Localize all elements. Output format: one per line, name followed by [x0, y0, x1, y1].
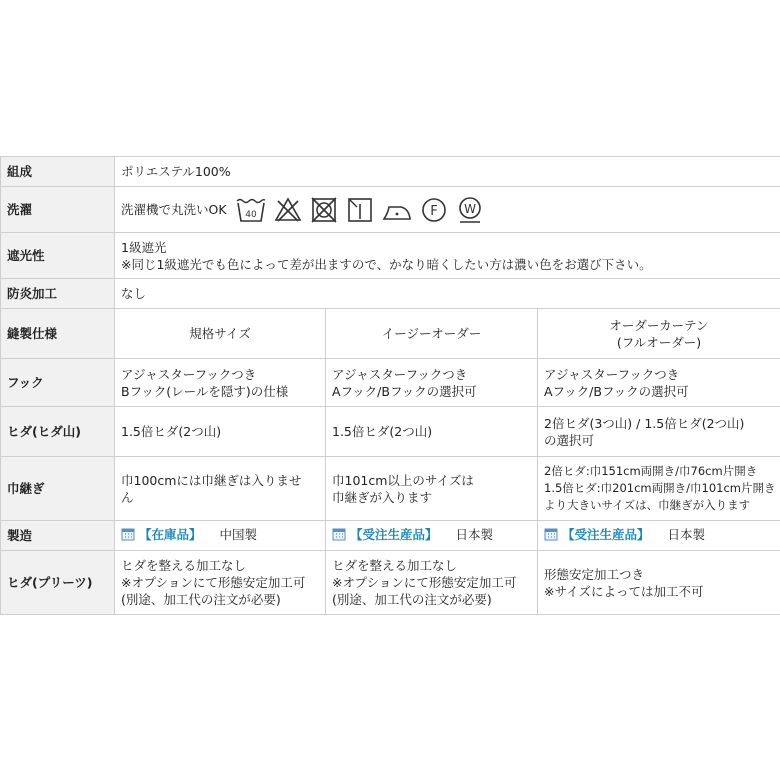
washing-text: 洗濯機で丸洗いOK — [121, 202, 227, 217]
pleats-finish-standard-line1: ヒダを整える加工なし — [121, 558, 247, 573]
care-symbols — [235, 195, 485, 225]
label-sewing: 縫製仕様 — [1, 309, 115, 359]
row-composition — [1, 157, 780, 187]
pleats-finish-easy-line3: (別途、加工代の注文が必要) — [332, 592, 492, 607]
label-washing: 洗濯 — [1, 187, 115, 233]
label-blackout: 遮光性 — [1, 233, 115, 279]
hook-standard-line2: Bフック(レールを隠す)の仕様 — [121, 383, 289, 399]
made-to-order-tag: 【受注生産品】 — [562, 526, 650, 542]
pleats-finish-full-line1: 形態安定加工つき — [544, 566, 645, 582]
line-dry-shade-icon — [345, 195, 375, 225]
seam-easy — [326, 457, 538, 521]
blackout-note: ※同じ1級遮光でも色によって差が出ますので、かなり暗くしたい方は濃い色をお選び下さい。 — [121, 256, 652, 272]
seam-standard-line1: 巾100cmには巾継ぎは入りませ — [121, 472, 302, 488]
pleat-full-line2: の選択可 — [544, 432, 595, 448]
col-full-order-line2: (フルオーダー) — [616, 334, 702, 350]
label-pleat: ヒダ(ヒダ山) — [1, 407, 115, 457]
label-composition: 組成 — [1, 157, 115, 187]
row-flame — [1, 279, 780, 309]
label-flame: 防炎加工 — [1, 279, 115, 309]
seam-full — [538, 457, 780, 521]
row-hook — [1, 359, 780, 407]
row-seam — [1, 457, 780, 521]
value-blackout — [115, 233, 780, 279]
pleats-finish-easy-line1: ヒダを整える加工なし — [332, 558, 458, 573]
row-washing — [1, 187, 780, 233]
pleats-finish-full-line2: ※サイズによっては加工不可 — [544, 583, 704, 599]
no-tumble-dry-icon — [309, 195, 339, 225]
label-hook: フック — [1, 359, 115, 407]
label-manufacture: 製造 — [1, 521, 115, 551]
hook-standard — [115, 359, 326, 407]
value-flame: なし — [115, 279, 780, 309]
calendar-icon — [332, 527, 346, 541]
blackout-grade: 1級遮光 — [121, 239, 167, 255]
pleats-finish-standard-line3: (別途、加工代の注文が必要) — [121, 592, 281, 607]
row-pleats-finish — [1, 551, 780, 615]
seam-full-line1: 2倍ヒダ:巾151cm両開き/巾76cm片開き — [544, 464, 758, 478]
row-sewing — [1, 309, 780, 359]
pleat-easy: 1.5倍ヒダ(2つ山) — [326, 407, 538, 457]
seam-full-line2: 1.5倍ヒダ:巾201cm両開き/巾101cm片開き — [544, 481, 776, 495]
hook-easy-line1: アジャスターフックつき — [332, 366, 468, 382]
hook-full-line2: Aフック/Bフックの選択可 — [544, 383, 689, 399]
manufacture-standard — [115, 521, 326, 551]
seam-standard — [115, 457, 326, 521]
svg-text:40: 40 — [244, 209, 257, 220]
iron-low-icon — [381, 195, 413, 225]
svg-text:F: F — [429, 203, 438, 219]
pleats-finish-standard — [115, 551, 326, 615]
pleat-standard: 1.5倍ヒダ(2つ山) — [115, 407, 326, 457]
hook-full — [538, 359, 780, 407]
col-easy-order: イージーオーダー — [326, 309, 538, 359]
pleats-finish-easy — [326, 551, 538, 615]
label-pleats-finish: ヒダ(プリーツ) — [1, 551, 115, 615]
wash-40-icon — [235, 195, 267, 225]
value-composition: ポリエステル100% — [115, 157, 780, 187]
no-bleach-icon — [273, 195, 303, 225]
calendar-icon — [121, 527, 135, 541]
pleat-full-line1: 2倍ヒダ(3つ山) / 1.5倍ヒダ(2つ山) — [544, 415, 745, 431]
pleats-finish-full — [538, 551, 780, 615]
spec-table — [0, 156, 780, 615]
hook-standard-line1: アジャスターフックつき — [121, 366, 257, 382]
manufacture-easy — [326, 521, 538, 551]
pleat-full — [538, 407, 780, 457]
col-full-order — [538, 309, 780, 359]
calendar-icon — [544, 527, 558, 541]
made-to-order-tag: 【受注生産品】 — [350, 526, 438, 542]
value-washing — [115, 187, 780, 233]
hook-easy-line2: Aフック/Bフックの選択可 — [332, 383, 477, 399]
hook-easy — [326, 359, 538, 407]
col-full-order-line1: オーダーカーテン — [609, 317, 709, 333]
dry-clean-f-icon — [419, 195, 449, 225]
col-standard-size: 規格サイズ — [115, 309, 326, 359]
pleats-finish-easy-line2: ※オプションにて形態安定加工可 — [332, 575, 517, 590]
stock-tag: 【在庫品】 — [139, 526, 202, 542]
row-blackout — [1, 233, 780, 279]
row-manufacture — [1, 521, 780, 551]
row-pleat — [1, 407, 780, 457]
origin-standard: 中国製 — [219, 526, 258, 542]
wet-clean-w-icon — [455, 195, 485, 225]
origin-easy: 日本製 — [455, 526, 494, 542]
pleats-finish-standard-line2: ※オプションにて形態安定加工可 — [121, 575, 306, 590]
origin-full: 日本製 — [667, 526, 706, 542]
seam-full-line3: より大きいサイズは、巾継ぎが入ります — [544, 498, 751, 512]
seam-easy-line1: 巾101cm以上のサイズは — [332, 472, 474, 488]
svg-text:W: W — [463, 201, 476, 216]
seam-easy-line2: 巾継ぎが入ります — [332, 489, 433, 505]
hook-full-line1: アジャスターフックつき — [544, 366, 680, 382]
label-seam: 巾継ぎ — [1, 457, 115, 521]
seam-standard-line2: ん — [121, 489, 134, 505]
manufacture-full — [538, 521, 780, 551]
